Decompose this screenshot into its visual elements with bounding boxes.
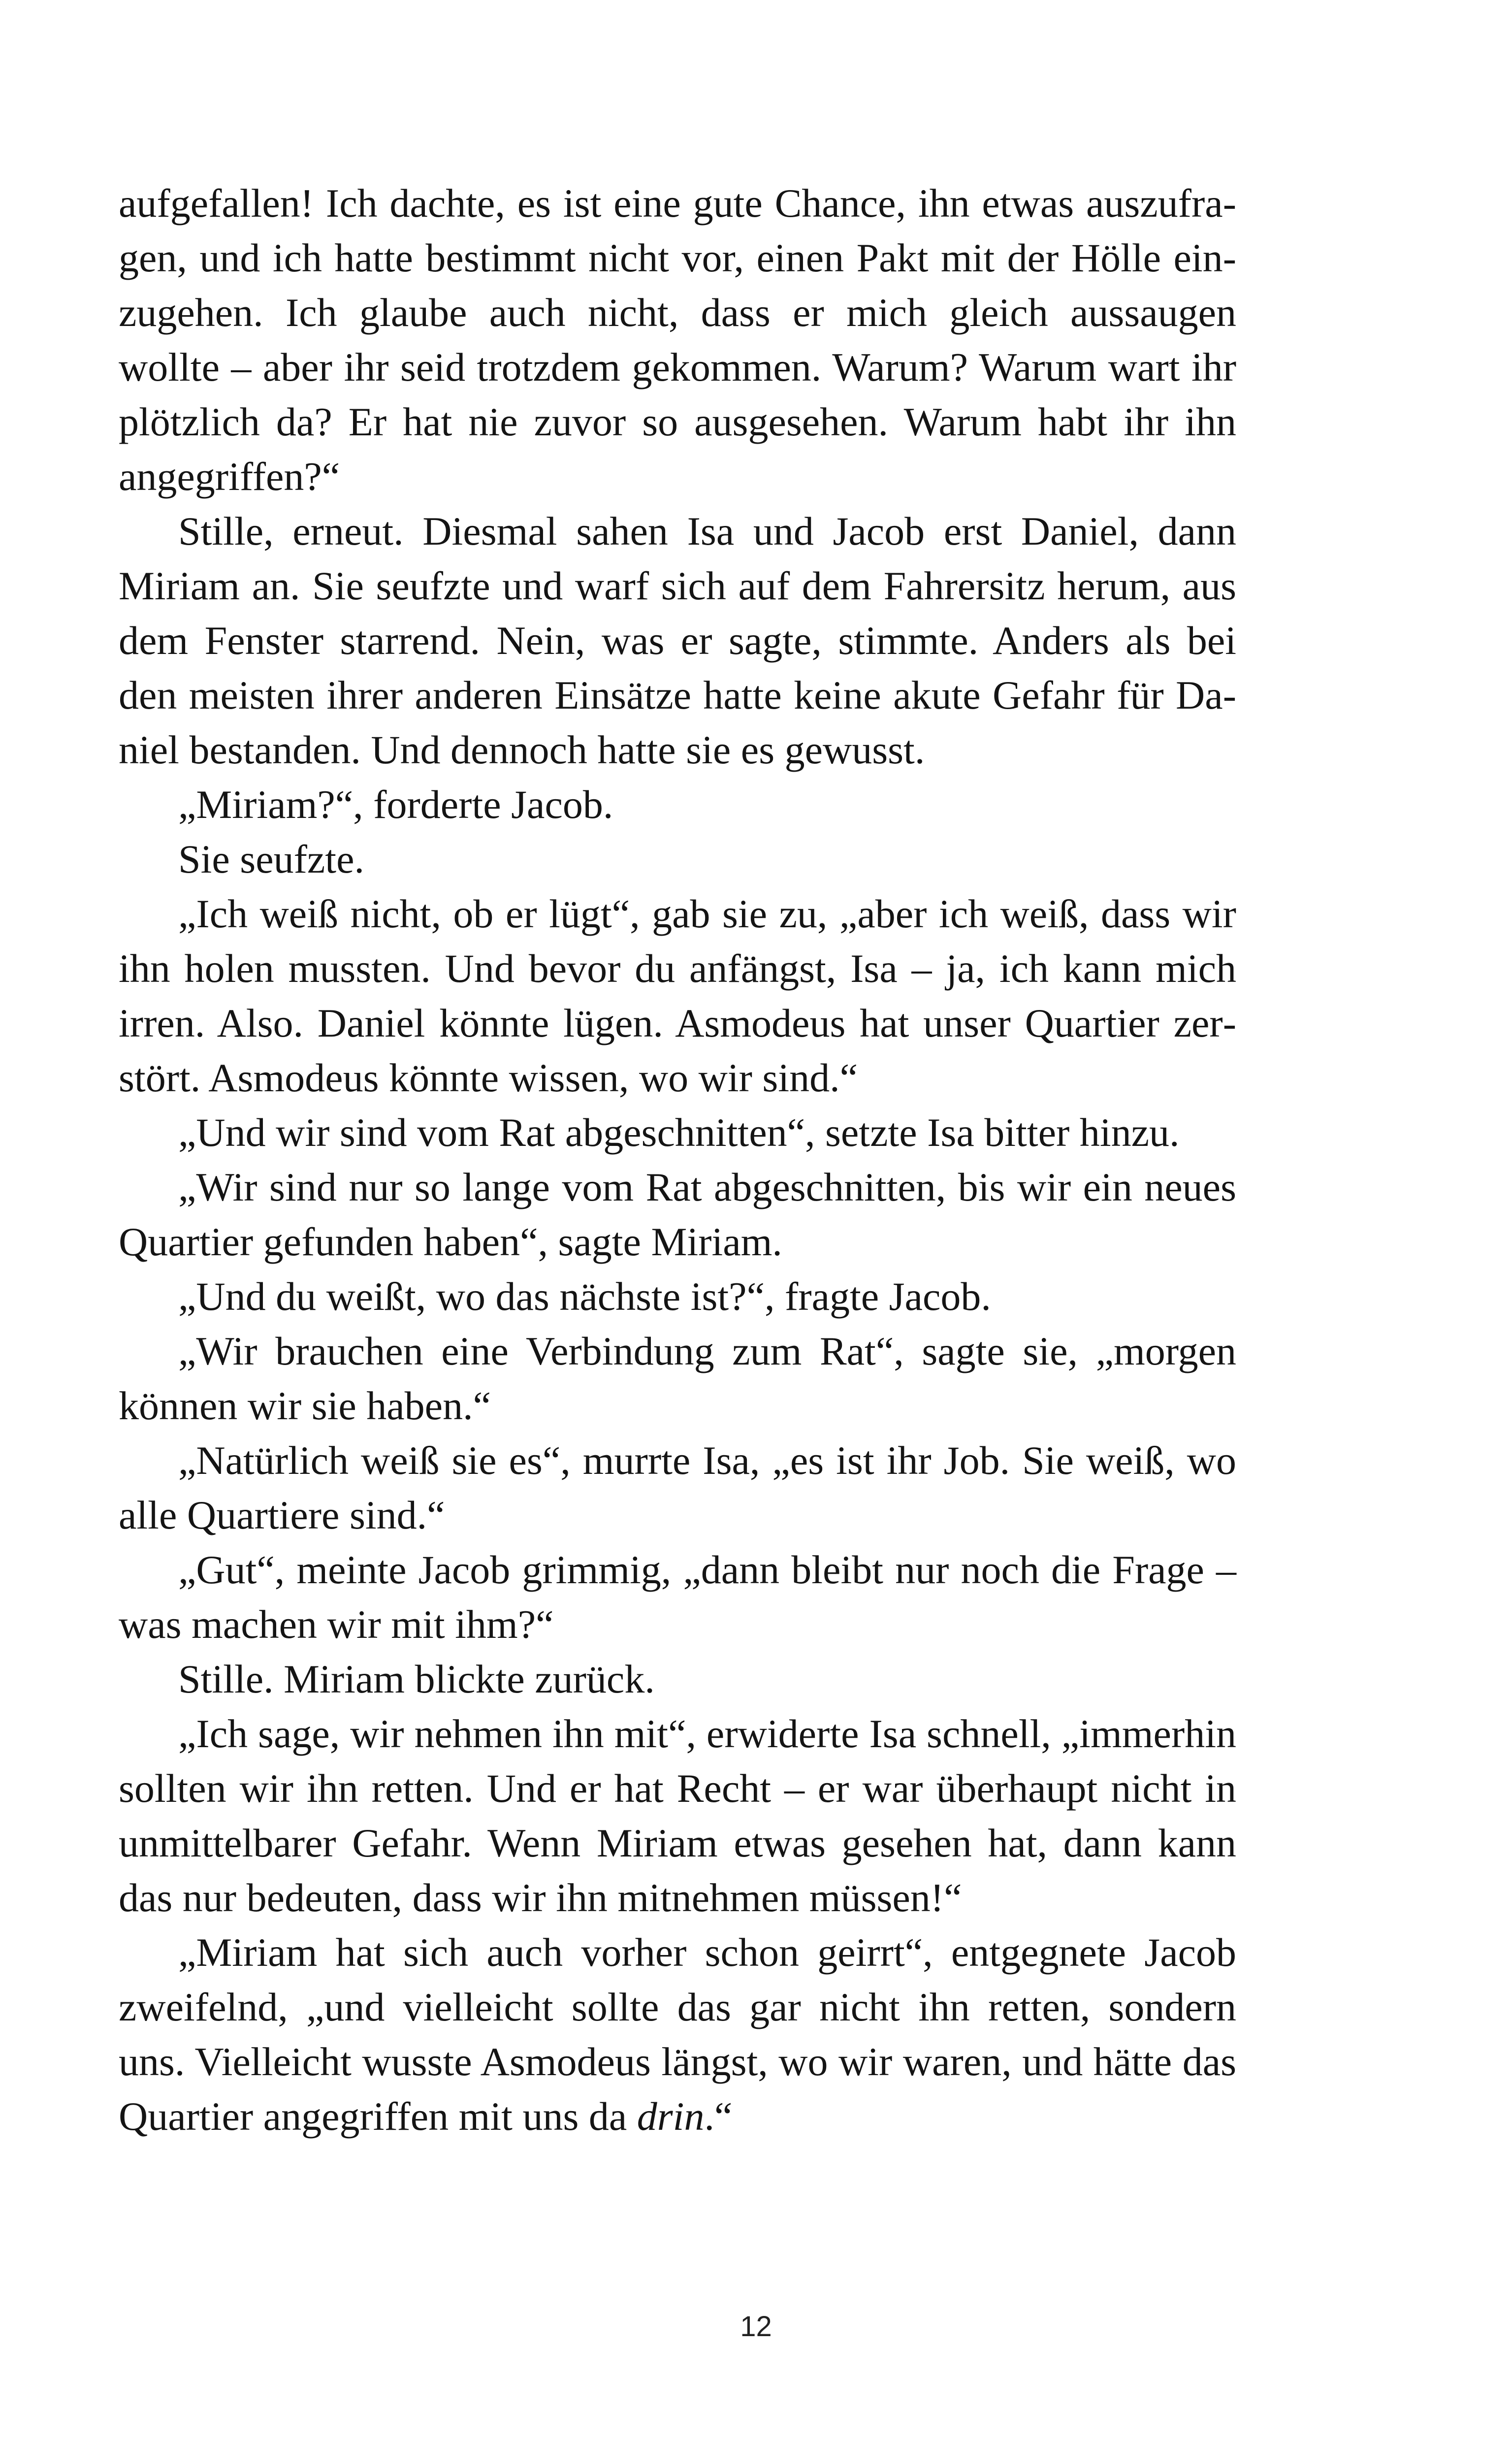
- paragraph-4: Sie seufzte.: [178, 837, 364, 881]
- paragraph-14-end: .“: [704, 2094, 733, 2139]
- page-number: 12: [740, 2311, 772, 2343]
- paragraph-6: „Und wir sind vom Rat abgeschnitten“, setzte Isa bitter hinzu.: [178, 1110, 1180, 1155]
- paragraph-8: „Und du weißt, wo das nächste ist?“, fragte Jacob.: [178, 1274, 991, 1319]
- paragraph-2: Stille, erneut. Diesmal sahen Isa und Jacob erst Daniel, dann Miriam an. Sie seufzte und warf sich auf dem Fahrersitz herum, aus dem Fenster starrend. Nein, was er sagte, stimmte. Anders als bei den meisten ihrer anderen Einsätze hatte keine akute Gefahr für Daniel bestanden. Und dennoch hatte sie es gewusst.: [119, 509, 1236, 772]
- paragraph-11: „Gut“, meinte Jacob grimmig, „dann bleibt nur noch die Frage – was machen wir mit ihm?“: [119, 1547, 1236, 1647]
- paragraph-3: „Miriam?“, forderte Jacob.: [178, 782, 613, 827]
- paragraph-10: „Natürlich weiß sie es“, murrte Isa, „es ist ihr Job. Sie weiß, wo alle Quartiere sind.“: [119, 1438, 1236, 1537]
- paragraph-5: „Ich weiß nicht, ob er lügt“, gab sie zu, „aber ich weiß, dass wir ihn holen mussten. Und bevor du anfängst, Isa – ja, ich kann mich irren. Also. Daniel könnte lügen. Asmodeus hat unser Quartier zerstört. Asmodeus könnte wissen, wo wir sind.“: [119, 891, 1236, 1100]
- paragraph-13: „Ich sage, wir nehmen ihn mit“, erwiderte Isa schnell, „immerhin sollten wir ihn retten. Und er hat Recht – er war überhaupt nicht in unmittelbarer Gefahr. Wenn Miriam etwas gesehen hat, dann kann das nur bedeuten, dass wir ihn mitnehmen müssen!“: [119, 1711, 1236, 1920]
- paragraph-12: Stille. Miriam blickte zurück.: [178, 1657, 655, 1701]
- paragraph-1: aufgefallen! Ich dachte, es ist eine gute Chance, ihn etwas auszufragen, und ich hatte bestimmt nicht vor, einen Pakt mit der Hölle einzugehen. Ich glaube auch nicht, dass er mich gleich aussaugen wollte – aber ihr seid trotzdem gekommen. Warum? Warum wart ihr plötzlich da? Er hat nie zuvor so ausgesehen. Warum habt ihr ihn angegriffen?“: [119, 181, 1236, 499]
- paragraph-14-main: „Miriam hat sich auch vorher schon geirrt“, entgegnete Jacob zweifelnd, „und vielleicht sollte das gar nicht ihn retten, sondern uns. Vielleicht wusste Asmodeus längst, wo wir waren, und hätte das Quartier angegriffen mit uns da: [119, 1930, 1236, 2139]
- paragraph-9: „Wir brauchen eine Verbindung zum Rat“, sagte sie, „morgen können wir sie haben.“: [119, 1329, 1236, 1428]
- paragraph-7: „Wir sind nur so lange vom Rat abgeschnitten, bis wir ein neues Quartier gefunden haben“, sagte Miriam.: [119, 1165, 1236, 1264]
- body-text: [119, 176, 1236, 2144]
- paragraph-14: [119, 1925, 1236, 2144]
- paragraph-14-emphasis: drin: [637, 2094, 705, 2139]
